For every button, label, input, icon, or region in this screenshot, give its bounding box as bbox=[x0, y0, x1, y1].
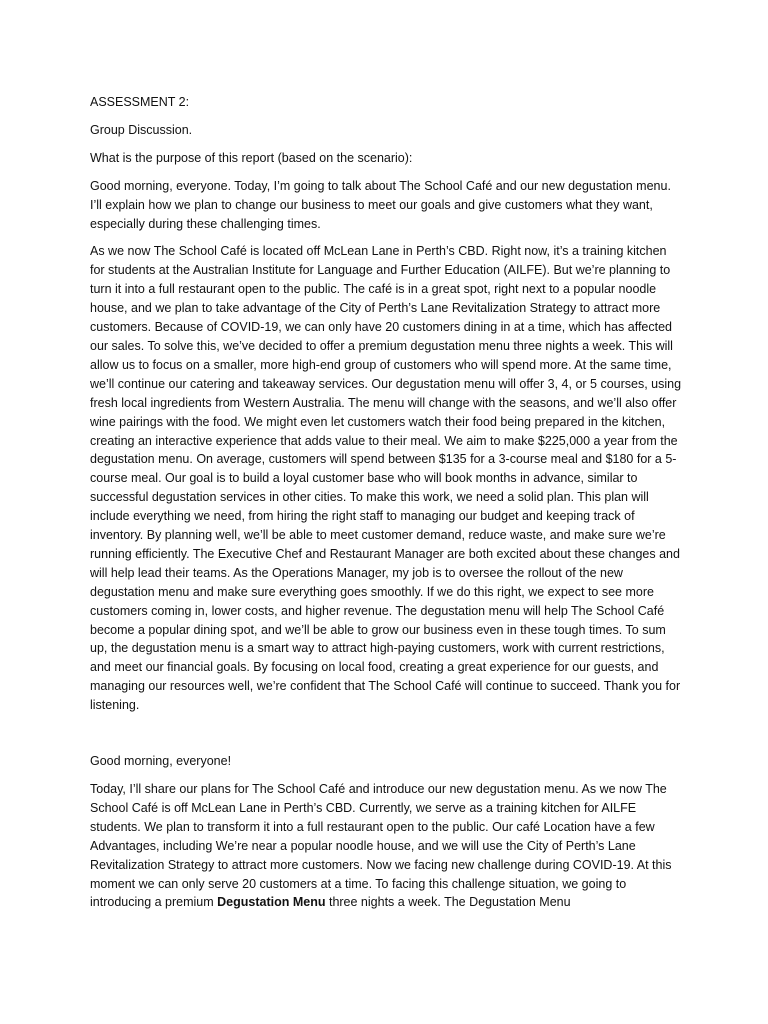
assessment-heading: ASSESSMENT 2: bbox=[90, 95, 190, 109]
blank-line bbox=[90, 724, 682, 752]
intro-paragraph: Good morning, everyone. Today, I’m going to talk about The School Café and our new degustation menu. I’ll explain how we plan to change our business to meet our goals and give customers what they want, especially during these challenging times. bbox=[90, 178, 671, 231]
final-text-start: Today, I’ll share our plans for The School Café and introduce our new degustation menu. As we now The School Café is off McLean Lane in Perth’s CBD. Currently, we serve as a training kitchen for AILFE students. We plan to transform it into a full restaurant open to the public. Our café Location have a few Advantages, including We’re near a popular noodle house, and we will use the City of Perth’s Lane Revitalization Strategy to attract more customers. Now we facing new challenge during COVID-19. At this moment we can only serve 20 customers at a time. To facing this challenge situation, we going to introducing a premium bbox=[90, 782, 672, 910]
purpose-question: What is the purpose of this report (based on the scenario): bbox=[90, 150, 413, 165]
group-discussion-subheading: Group Discussion. bbox=[90, 122, 193, 137]
greeting-paragraph: Good morning, everyone! bbox=[90, 754, 232, 769]
document-page bbox=[90, 93, 682, 921]
final-text-end: three nights a week. The Degustation Menu bbox=[325, 895, 571, 910]
body-paragraph: As we now The School Café is located off McLean Lane in Perth’s CBD. Right now, it’s a training kitchen for students at the Australian Institute for Language and Further Education (AILFE). But we’re planning to turn it into a full restaurant open to the public. The café is in a great spot, right next to a popular noodle house, and we plan to take advantage of the City of Perth’s Lane Revitalization Strategy to attract more customers. Because of COVID-19, we can only have 20 customers dining in at a time, which has affected our sales. To solve this, we’ve decided to offer a premium degustation menu three nights a week. This will allow us to focus on a smaller, more high-end group of customers who will spend more. At the same time, we’ll continue our catering and takeaway services. Our degustation menu will offer 3, 4, or 5 courses, using fresh local ingredients from Western Australia. The menu will change with the seasons, and we’ll also offer wine pairings with the food. We might even let customers watch their food being prepared in the kitchen, creating an interactive experience that adds value to their meal. We aim to make $225,000 a year from the degustation menu. On average, customers will spend between $135 for a 3-course meal and $180 for a 5-course meal. Our goal is to build a loyal customer base who will book months in advance, similar to successful degustation services in other cities. To make this work, we need a solid plan. This plan will include everything we need, from hiring the right staff to managing our budget and keeping track of inventory. By planning well, we’ll be able to meet customer demand, reduce waste, and make sure we’re running efficiently. The Executive Chef and Restaurant Manager are both excited about these changes and will help lead their teams. As the Operations Manager, my job is to oversee the rollout of the new degustation menu and make sure everything goes smoothly. If we do this right, we expect to see more customers coming in, lower costs, and higher revenue. The degustation menu will help The School Café become a popular dining spot, and we’ll be able to grow our business even in these tough times. To sum up, the degustation menu is a smart way to attract high-paying customers, work with current restrictions, and meet our financial goals. By focusing on local food, creating a great experience for our guests, and managing our resources well, we’re confident that The School Café will continue to succeed. Thank you for listening. bbox=[90, 244, 682, 713]
degustation-menu-bold: Degustation Menu bbox=[217, 895, 326, 910]
final-paragraph bbox=[90, 780, 682, 912]
